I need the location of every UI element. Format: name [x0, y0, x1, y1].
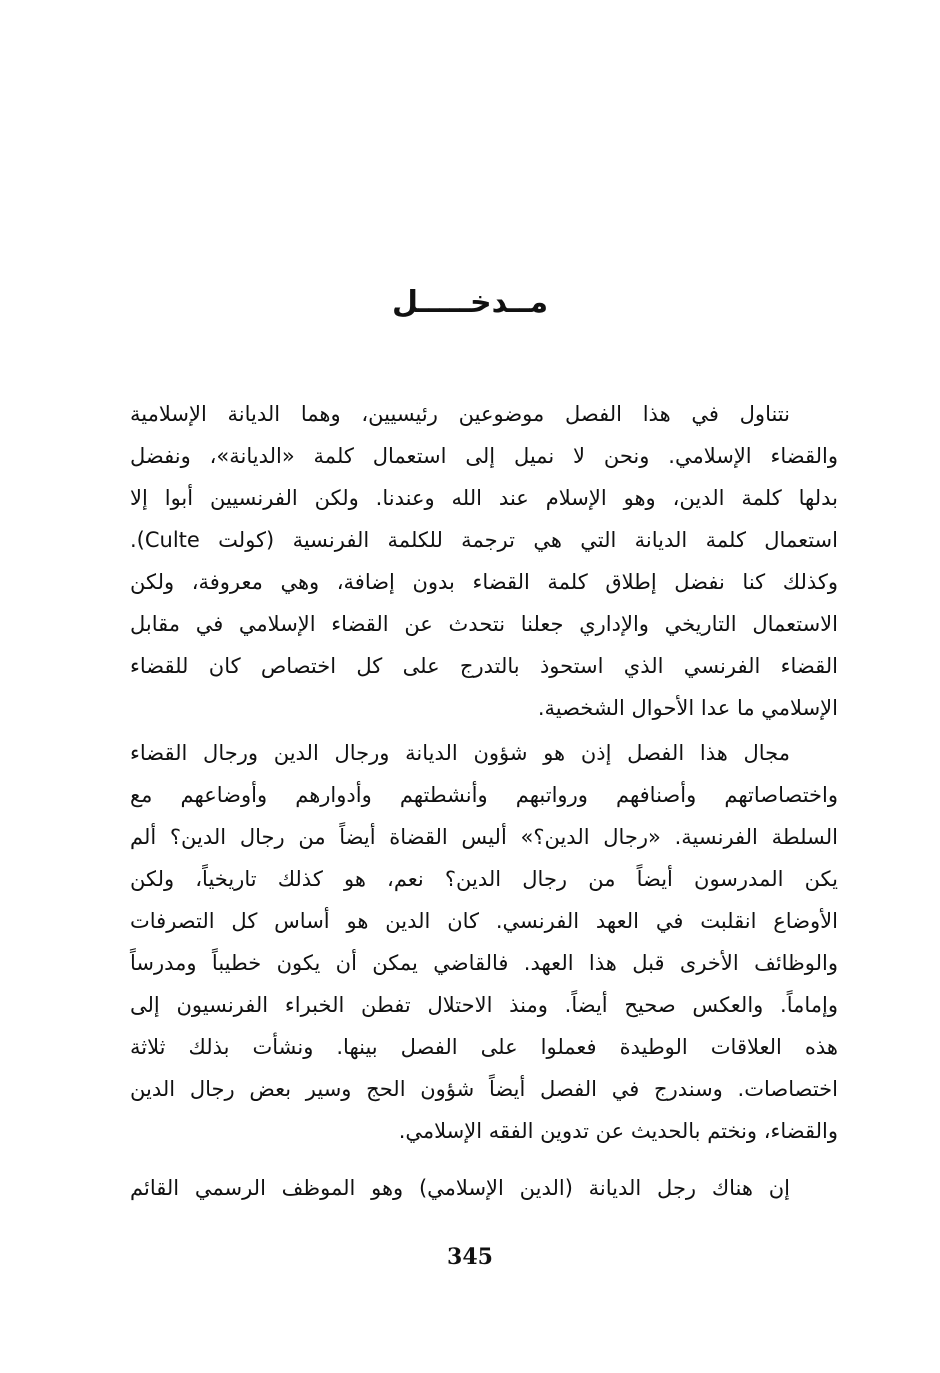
- text-line: إن هناك رجل الديانة (الدين الإسلامي) وهو الموظف الرسمي القائم: [130, 1176, 790, 1200]
- text-line: وإماماً. والعكس صحيح أيضاً. ومنذ الاحتلال تفطن الخبراء الفرنسيون إلى: [130, 993, 838, 1017]
- text-line: القضاء الفرنسي الذي استحوذ بالتدرج على كل اختصاص كان للقضاء: [130, 654, 838, 678]
- text-line: يكن المدرسون أيضاً من رجال الدين؟ نعم، هو كذلك تاريخياً، ولكن: [130, 867, 838, 891]
- text-line: الإسلامي ما عدا الأحوال الشخصية.: [537, 696, 838, 720]
- body-text: [130, 393, 838, 1209]
- text-line: واختصاصاتهم وأصنافهم ورواتبهم وأنشطتهم وأدوارهم وأوضاعهم مع: [130, 783, 838, 807]
- text-line: استعمال كلمة الديانة التي هي ترجمة للكلمة الفرنسية (كولت Culte).: [130, 528, 838, 552]
- text-line: والقضاء الإسلامي. ونحن لا نميل إلى استعمال كلمة «الديانة»، ونفضل: [130, 444, 838, 468]
- text-line: هذه العلاقات الوطيدة فعملوا على الفصل بينها. ونشأت بذلك ثلاثة: [130, 1035, 838, 1059]
- text-line: اختصاصات. وسندرج في الفصل أيضاً شؤون الحج وسير بعض رجال الدين: [130, 1077, 838, 1101]
- text-line: الاستعمال التاريخي والإداري جعلنا نتحدث عن القضاء الإسلامي في مقابل: [130, 612, 838, 636]
- text-line: السلطة الفرنسية. «رجال الدين؟» أليس القضاة أيضاً من رجال الدين؟ ألم: [130, 825, 838, 849]
- text-line: والوظائف الأخرى قبل هذا العهد. فالقاضي يمكن أن يكون خطيباً ومدرساً: [130, 951, 838, 975]
- text-line: وكذلك كنا نفضل إطلاق كلمة القضاء بدون إضافة، وهي معروفة، ولكن: [130, 570, 838, 594]
- paragraph-3: [130, 1167, 838, 1209]
- text-line: الأوضاع انقلبت في العهد الفرنسي. كان الدين هو أساس كل التصرفات: [130, 909, 838, 933]
- page-number: 345: [447, 1244, 493, 1270]
- text-line: مجال هذا الفصل إذن هو شؤون الديانة ورجال الدين ورجال القضاء: [130, 741, 790, 765]
- paragraph-2: [130, 732, 838, 1152]
- text-line: نتناول في هذا الفصل موضوعين رئيسيين، وهما الديانة الإسلامية: [130, 402, 790, 426]
- text-line: بدلها كلمة الدين، وهو الإسلام عند الله وعندنا. ولكن الفرنسيين أبوا إلا: [130, 486, 838, 510]
- paragraph-1: [130, 393, 838, 729]
- chapter-title: مــدخـــــل: [391, 285, 549, 320]
- text-line: والقضاء، ونختم بالحديث عن تدوين الفقه الإسلامي.: [398, 1119, 838, 1143]
